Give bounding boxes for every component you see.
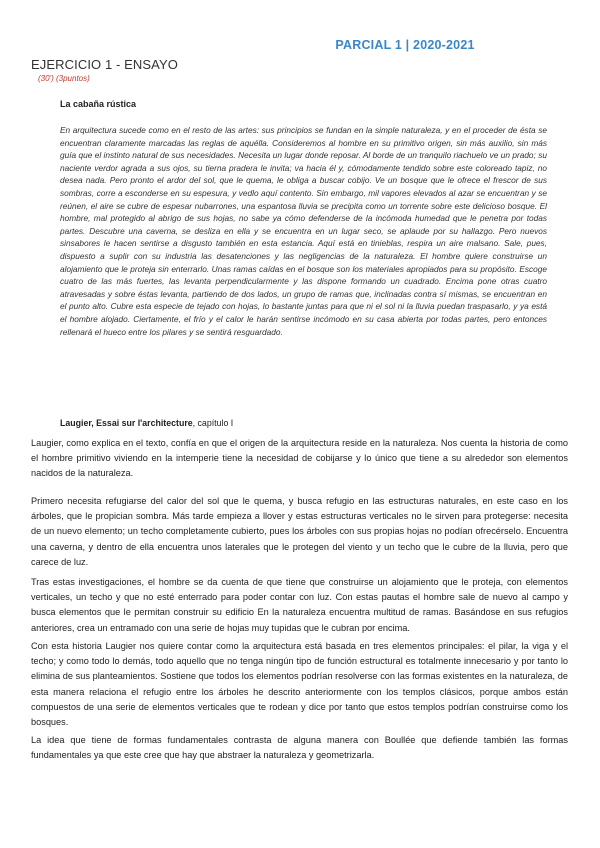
essay-paragraph-2: Primero necesita refugiarse del calor del sol que le quema, y busca refugio en las estructuras naturales, en este caso en los árboles, que le propician sombra. Más tarde empieza a llover y estas estructuras verticales no le sirven para protegerse: necesita de un nuevo elemento; un techo completamente cubierto, pues los árboles con sus propias hojas no podían ofrecérselo. Encuentra una caverna, y dentro de ella encuentra unos laterales que le protegen del viento y un techo que le cubre de la lluvia, pero que carece de luz.: [31, 496, 568, 567]
exercise-points: (30') (3puntos): [38, 74, 90, 83]
quote-source-chapter: , capítulo I: [192, 418, 234, 428]
essay-paragraph-4: Con esta historia Laugier nos quiere contar como la arquitectura está basada en tres elementos principales: el pilar, la viga y el techo; y como todo lo demás, todo aquello que no tenga ningún tipo de función estructural es totalmente innecesario y por tanto lo elimina de sus planteamientos. Sostiene que todos los elementos podrían resolverse con las formas existentes en la naturaleza, de esta manera relaciona el refugio entre los árboles he descrito anteriormente con los templos clásicos, porque ambos están compuestos de una serie de elementos verticales que te rodean y dice por tanto que estos templos podrían construirse como los bosques.: [31, 641, 568, 728]
quote-source-author: Laugier, Essai sur l'architecture: [60, 418, 193, 428]
essay-paragraph-3: Tras estas investigaciones, el hombre se da cuenta de que tiene que construirse un alojamiento que le proteja, con elementos verticales, un techo y que no esté enterrado para poder contar con luz. Con estas pautas el hombre sale de nuevo al campo y busca elementos que le permitan construir su edificio En la naturaleza encuentra multitud de ramas. Basándose en sus refugios anteriores, crea un entramado con una serie de hojas muy tupidas que le cubran por encima.: [31, 577, 568, 633]
essay-paragraph-5: La idea que tiene de formas fundamentales contrasta de alguna manera con Boullée que defiende también las formas fundamentales ya que este cree que hay que abstraer la naturaleza y geometrizarla.: [31, 735, 568, 761]
exercise-heading: EJERCICIO 1 - ENSAYO: [31, 57, 178, 72]
quote-text: En arquitectura sucede como en el resto de las artes: sus principios se fundan en la simple naturaleza, y en el proceder de ésta se encuentran claramente marcadas las reglas de aquélla. Consideremos al hombre en su primitivo origen, sin más auxilio, sin más guía que el instinto natural de sus necesidades. Necesita un lugar donde reposar. Al borde de un tranquilo riachuelo ve un prado; su naciente verdor agrada a sus ojos, su tierna pradera le invita; va hacia él y, cómodamente tendido sobre este coloreado tapiz, no desea nada. Pero pronto el ardor del sol, que le quema, le obliga a buscar cobijo. Ve un bosque que le ofrece el frescor de sus sombras, corre a esconderse en su espesura, y vedlo aquí contento. Sin embargo, mil vapores elevados al azar se encuentran y se reúnen, el aire se cubre de espesar nubarrones, una espantosa lluvia se precipita como un torrente sobre este delicioso bosque. El hombre, mal protegido al abrigo de sus hojas, no sabe ya cómo defenderse de la incómoda humedad que le penetra por todas partes. Descubre una caverna, se desliza en ella y se encuentra en un lugar seco, se aplaude por su hallazgo. Pero nuevos sinsabores le hacen sentirse a disgusto también en esta estancia. Aquí está en tinieblas, respira un aire malsano. Sale, pues, dispuesto a suplir con su industria las desatenciones y las negligencias de la naturaleza. El hombre quiere construirse un alojamiento que le proteja sin enterrarlo. Unas ramas caídas en el bosque son los materiales apropiados para su propósito. Escoge cuatro de las más fuertes, las levanta perpendicularmente y las dispone formando un cuadrado. Encima pone otras cuatro atravesadas y sobre éstas levanta, partiendo de dos lados, un grupo de ramas que, inclinadas contra sí mismas, se encuentran en el punto alto. Cubre esta especie de tejado con hojas, lo bastante juntas para que ni el sol ni la lluvia puedan traspasarlo, y ya está el hombre alojado. Ciertamente, el frío y el calor le harán sentirse incómodo en su casa abierta por todas partes, pero entonces rellenará el hueco entre los pilares y se sentirá resguardado.: [60, 125, 547, 337]
quote-source: [60, 418, 233, 428]
page-title: PARCIAL 1 | 2020-2021: [335, 38, 475, 52]
quote-title: La cabaña rústica: [60, 99, 137, 109]
essay-paragraph-1: Laugier, como explica en el texto, confía en que el origen de la arquitectura reside en la naturaleza. Nos cuenta la historia de como el hombre primitivo viviendo en la intemperie tiene la necesidad de cobijarse y lo único que tiene a su alrededor son elementos nacidos de la naturaleza.: [31, 438, 568, 479]
